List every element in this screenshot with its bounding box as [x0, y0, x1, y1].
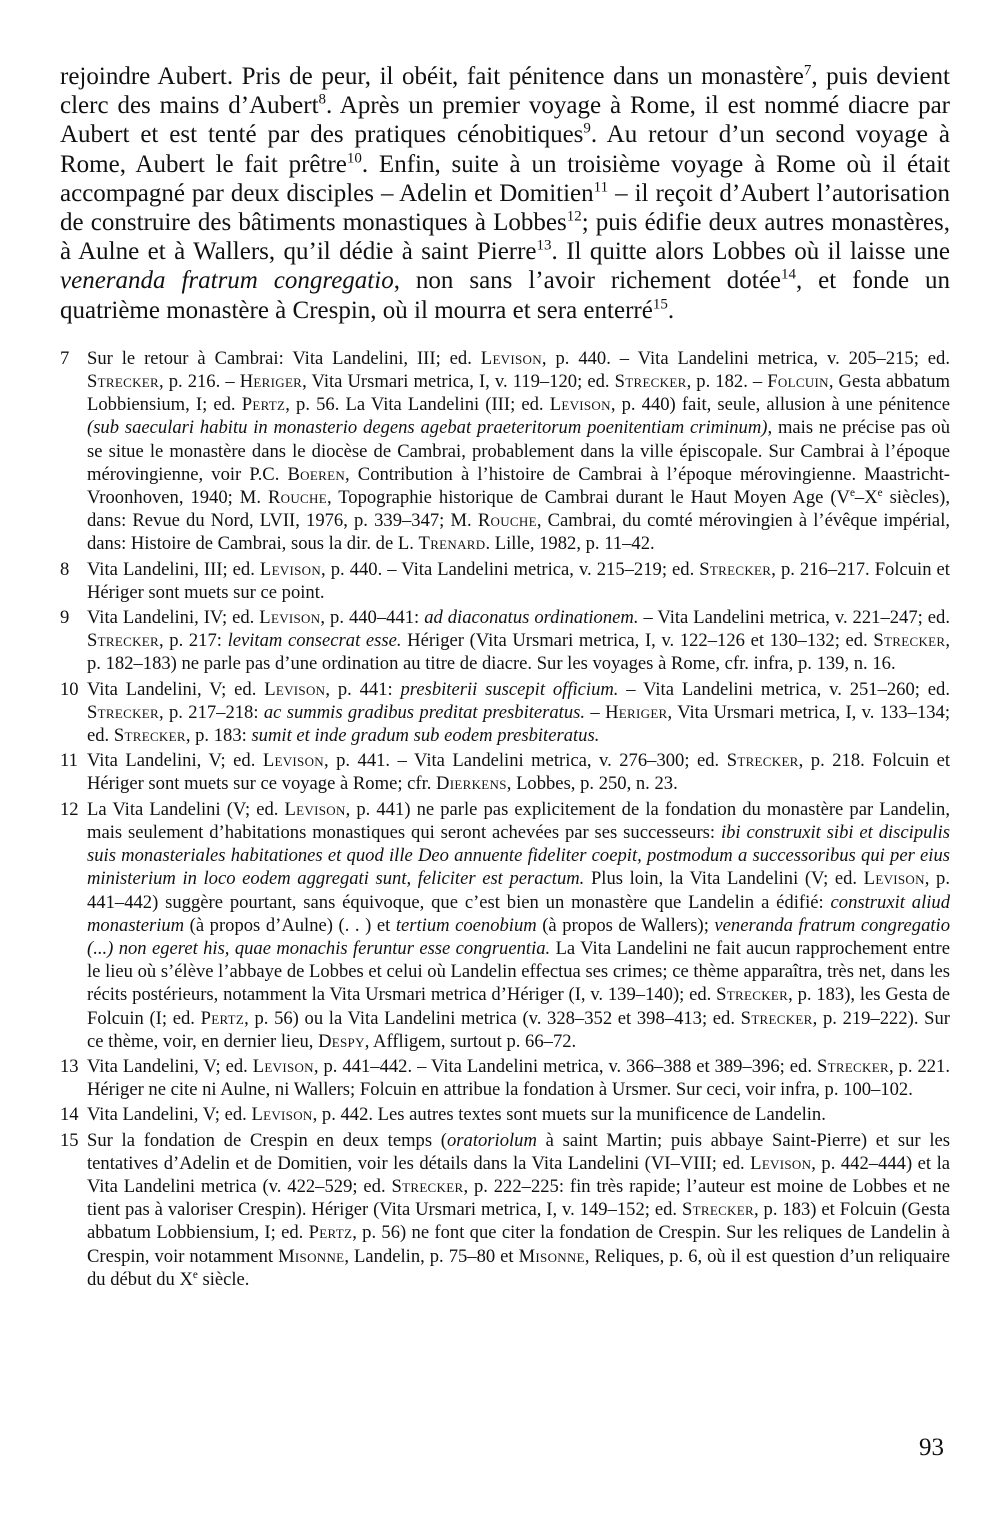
main-paragraph-text: [60, 62, 950, 325]
footnote-text: [87, 1103, 950, 1126]
author-name: Dierkens: [436, 773, 507, 795]
author-name: Strecker: [87, 701, 159, 723]
text-run: à saint Martin; puis abbaye Saint-Pierre) et sur les tentatives d’Adelin et de Domitien, voir les détails dans la Vita Landelini (VI–VIII; ed.: [87, 1129, 950, 1174]
text-run: .: [667, 296, 675, 324]
author-name: Levison: [863, 868, 925, 890]
text-run: , p. 440–441:: [320, 607, 425, 629]
text-run: , p. 217–218:: [158, 701, 264, 723]
author-name: Strecker: [681, 1199, 754, 1221]
text-run: , p. 183) et Folcuin (Gesta abbatum Lobbiensium, I; ed.: [87, 1199, 950, 1244]
text-run: , Lobbes, p. 250, n. 23.: [506, 773, 678, 795]
text-run: , Affligem, surtout p. 66–72.: [364, 1030, 577, 1052]
text-run: , p. 56) ou la Vita Landelini metrica (v. 328–352 et 398–413; ed.: [244, 1007, 741, 1029]
note-reference: e: [192, 1268, 198, 1281]
text-run: , et fonde un quatrième monastère à Crespin, où il mourra et sera enterré: [60, 267, 950, 324]
footnote-text: [87, 558, 950, 604]
author-name: Pertz: [308, 1222, 353, 1244]
latin-quote: presbiterii suscepit officium.: [400, 678, 619, 700]
author-name: Levison: [252, 1055, 314, 1077]
latin-quote: veneranda fratrum congregatio: [60, 267, 394, 295]
text-run: . Il quitte alors Lobbes où il laisse une: [551, 238, 951, 266]
text-run: , Topographie historique de Cambrai durant le Haut Moyen Age (V: [326, 487, 850, 509]
text-run: , Vita Ursmari metrica, I, v. 133–134; ed.: [87, 701, 951, 747]
footnote: [60, 1103, 950, 1126]
footnote-text: [87, 749, 950, 795]
author-name: Levison: [549, 394, 611, 416]
footnote: [60, 749, 950, 795]
text-run: (à propos de Wallers);: [536, 914, 715, 936]
latin-quote: levitam consecrat esse.: [227, 630, 402, 652]
author-name: Levison: [750, 1152, 812, 1174]
note-reference: e: [877, 486, 883, 499]
author-name: Folcuin: [767, 371, 829, 393]
text-run: , p. 216–217. Folcuin et Hériger sont muets sur ce point.: [87, 558, 950, 603]
text-run: La Vita Landelini ne fait aucun rapprochement entre le lieu où s’élève l’abbaye de Lobbes et celui où Landelin effectua ses crimes; ce thème apparaîtra, très net, dans les récits postérieurs, notamment la Vita Ursmari metrica d’Hériger (I, v. 139–140); ed.: [87, 937, 950, 1006]
author-name: Levison: [284, 798, 346, 820]
footnote: [60, 347, 950, 556]
text-run: siècle.: [197, 1268, 250, 1290]
text-run: –X: [854, 487, 878, 509]
footnote-number: 13: [60, 1055, 79, 1077]
footnote-number: 11: [60, 750, 78, 772]
author-name: Misonne: [278, 1245, 345, 1267]
text-run: Vita Landelini, V; ed.: [87, 1104, 252, 1126]
text-run: , p. 222–225: fin très rapide; l’auteur est moine de Lobbes et ne tient pas à valoriser Crespin). Hériger (Vita Ursmari metrica, I, v. 149–152; ed.: [87, 1175, 950, 1221]
page-body: [60, 62, 950, 1293]
author-name: Levison: [251, 1104, 313, 1126]
footnote-text: [87, 606, 950, 676]
text-run: , mais ne précise pas où se situe le monastère dans le diocèse de Cambrai, probablement dans la ville épiscopale. Sur Cambrai à l’époque mérovingienne, voir P.C.: [87, 417, 950, 485]
text-run: , p. 56) ne font que citer la fondation de Crespin. Sur les reliques de Landelin à Crespin, voir notamment: [87, 1222, 950, 1267]
author-name: Levison: [262, 750, 324, 772]
text-run: , p. 441–442. – Vita Landelini metrica, v. 366–388 et 389–396; ed.: [313, 1055, 817, 1077]
latin-quote: (sub saeculari habitu in monasterio degens agebat praeteritorum poenitentiam criminum): [87, 417, 768, 439]
author-name: Strecker: [740, 1007, 813, 1029]
footnote-number: 14: [60, 1104, 79, 1126]
text-run: . Au retour d’un second voyage à Rome, Aubert le fait prêtre: [60, 121, 950, 178]
text-run: , Vita Ursmari metrica, I, v. 119–120; ed.: [302, 371, 615, 393]
text-run: , non sans l’avoir richement dotée: [393, 267, 781, 295]
footnote: [60, 558, 950, 604]
author-name: Strecker: [614, 371, 687, 393]
text-run: , p. 441. – Vita Landelini metrica, v. 276–300; ed.: [323, 750, 727, 772]
note-reference: e: [849, 486, 855, 499]
latin-quote: veneranda fratrum congregatio (...) non egeret his, quae monachis feruntur esse congruentia.: [87, 914, 950, 959]
latin-quote: sumit et inde gradum sub eodem presbiteratus.: [251, 725, 600, 747]
text-run: , p. 182. –: [686, 371, 768, 393]
text-run: Vita Landelini, III; ed.: [87, 558, 260, 580]
author-name: Pertz: [200, 1007, 245, 1029]
text-run: , p. 183:: [185, 725, 252, 747]
text-run: , p. 218. Folcuin et Hériger sont muets sur ce voyage à Rome; cfr.: [87, 750, 950, 795]
text-run: , Cambrai, du comté mérovingien à l’évêque impérial, dans: Histoire de Cambrai, sous la dir. de L.: [87, 510, 951, 555]
note-reference: 10: [346, 150, 362, 167]
footnote-number: 7: [60, 347, 70, 369]
author-name: Strecker: [87, 630, 159, 652]
author-name: Despy: [318, 1030, 365, 1052]
text-run: , p. 440) fait, seule, allusion à une pénitence: [610, 394, 950, 416]
latin-quote: construxit aliud monasterium: [87, 891, 950, 936]
footnotes-section: [60, 347, 950, 1291]
author-name: Levison: [259, 607, 321, 629]
text-run: . Lille, 1982, p. 11–42.: [485, 533, 655, 555]
footnote-text: [87, 1055, 950, 1101]
author-name: Strecker: [726, 750, 799, 772]
author-name: Rouche: [477, 510, 537, 532]
text-run: , Contribution à l’histoire de Cambrai à l’époque mérovingienne. Maastricht-Vroonhoven, 1940; M.: [87, 463, 950, 509]
author-name: Rouche: [267, 487, 327, 509]
note-reference: 11: [593, 179, 609, 196]
author-name: Strecker: [873, 630, 946, 652]
text-run: Sur la fondation de Crespin en deux temps (: [87, 1129, 447, 1151]
page-number: 93: [919, 1434, 944, 1461]
footnote-number: 10: [60, 678, 79, 700]
author-name: Strecker: [391, 1175, 464, 1197]
text-run: Sur le retour à Cambrai: Vita Landelini, III; ed.: [87, 347, 481, 369]
note-reference: 14: [780, 267, 796, 284]
latin-quote: ad diaconatus ordinationem.: [424, 607, 639, 629]
text-run: , p. 217:: [158, 630, 228, 652]
text-run: siècles), dans: Revue du Nord, LVII, 1976, p. 339–347; M.: [87, 487, 950, 532]
note-reference: 7: [803, 62, 812, 79]
note-reference: 8: [318, 91, 327, 108]
note-reference: 12: [566, 208, 582, 225]
text-run: , p. 440. – Vita Landelini metrica, v. 205–215; ed.: [541, 347, 951, 369]
note-reference: 13: [536, 237, 552, 254]
footnote-number: 8: [60, 558, 70, 580]
footnote-text: [87, 678, 950, 748]
text-run: . Enfin, suite à un troisième voyage à Rome où il était accompagné par deux disciples – Adelin et Domitien: [60, 150, 951, 207]
text-run: , Landelin, p. 75–80 et: [344, 1245, 519, 1267]
text-run: , p. 216. –: [158, 371, 240, 393]
text-run: . Après un premier voyage à Rome, il est nommé diacre par Aubert et est tenté par des pratiques cénobitiques: [60, 92, 950, 149]
author-name: Strecker: [699, 558, 772, 580]
latin-quote: ibi construxit sibi et discipulis suis monasteriales habitationes et quod ille Deo annuente fideliter coepit, postmodum a successoribus qui per eius ministerium in loco eodem aggregati sunt, feliciter est peractum.: [87, 821, 950, 890]
text-run: Plus loin, la Vita Landelini (V; ed.: [584, 868, 864, 890]
footnote: [60, 798, 950, 1053]
text-run: – Vita Landelini metrica, v. 221–247; ed.: [638, 607, 950, 629]
author-name: Strecker: [816, 1055, 889, 1077]
author-name: Boeren: [287, 463, 346, 485]
author-name: Misonne: [518, 1245, 585, 1267]
text-run: –: [585, 701, 606, 723]
footnote-text: [87, 1129, 950, 1291]
text-run: , p. 183), les Gesta de Folcuin (I; ed.: [87, 984, 950, 1029]
author-name: Heriger: [239, 371, 303, 393]
author-name: Heriger: [605, 701, 668, 723]
author-name: Strecker: [87, 371, 159, 393]
text-run: , p. 442–444) et la Vita Landelini metrica (v. 422–529; ed.: [87, 1152, 950, 1197]
text-run: , p. 440. – Vita Landelini metrica, v. 215–219; ed.: [321, 558, 700, 580]
footnote-number: 15: [60, 1129, 79, 1151]
text-run: , p. 56. La Vita Landelini (III; ed.: [285, 394, 550, 416]
footnote: [60, 678, 950, 748]
author-name: Strecker: [113, 725, 186, 747]
footnote-text: [87, 347, 950, 556]
note-reference: 9: [583, 121, 591, 138]
text-run: ; puis édifie deux autres monastères, à Aulne et à Wallers, qu’il dédie à saint Pierre: [60, 209, 950, 266]
note-reference: 15: [652, 296, 668, 313]
text-run: , p. 182–183) ne parle pas d’une ordination au titre de diacre. Sur les voyages à Rome, cfr. infra, p. 139, n. 16.: [87, 630, 950, 675]
footnote-number: 12: [60, 798, 79, 820]
author-name: Levison: [264, 678, 326, 700]
footnote: [60, 1055, 950, 1101]
text-run: , puis devient clerc des mains d’Aubert: [60, 63, 950, 120]
latin-quote: ac summis gradibus preditat presbiteratus.: [263, 701, 586, 723]
text-run: , Gesta abbatum Lobbiensium, I; ed.: [87, 371, 950, 416]
text-run: , p. 219–222). Sur ce thème, voir, en dernier lieu,: [87, 1007, 950, 1052]
text-run: Vita Landelini, V; ed.: [87, 1055, 253, 1077]
footnote-number: 9: [60, 607, 70, 629]
footnote: [60, 606, 950, 676]
text-run: , p. 221. Hériger ne cite ni Aulne, ni Wallers; Folcuin en attribue la fondation à Ursmer. Sur ceci, voir infra, p. 100–102.: [87, 1055, 951, 1101]
footnote-text: [87, 798, 950, 1053]
text-run: La Vita Landelini (V; ed.: [87, 798, 285, 820]
text-run: , p. 441) ne parle pas explicitement de la fondation du monastère par Landelin, mais seulement d’habitations monastiques qui seront achevées par ses successeurs:: [87, 798, 950, 843]
author-name: Pertz: [241, 394, 286, 416]
text-run: – il reçoit d’Aubert l’autorisation de construire des bâtiments monastiques à Lobbes: [60, 179, 950, 237]
author-name: Levison: [259, 558, 322, 580]
text-run: Vita Landelini, V; ed.: [87, 750, 263, 772]
text-run: Vita Landelini, IV; ed.: [87, 607, 260, 629]
text-run: Vita Landelini, V; ed.: [87, 678, 265, 700]
author-name: Levison: [480, 347, 542, 369]
text-run: , p. 442. Les autres textes sont muets sur la munificence de Landelin.: [312, 1104, 826, 1126]
author-name: Strecker: [716, 984, 789, 1006]
text-run: , p. 441–442) suggère pourtant, sans équivoque, que c’est bien un monastère que Landelin a édifié:: [87, 868, 951, 913]
text-run: , Reliques, p. 6, où il est question d’un reliquaire du début du X: [87, 1245, 950, 1290]
text-run: rejoindre Aubert. Pris de peur, il obéit, fait pénitence dans un monastère: [60, 63, 804, 90]
author-name: Trenard: [418, 533, 486, 555]
latin-quote: oratoriolum: [447, 1129, 537, 1151]
text-run: , p. 441:: [325, 678, 401, 700]
main-paragraph: [60, 62, 950, 325]
text-run: (à propos d’Aulne) (. . ) et: [184, 914, 396, 936]
text-run: Hériger (Vita Ursmari metrica, I, v. 122–126 et 130–132; ed.: [401, 630, 874, 652]
footnote: [60, 1129, 950, 1291]
text-run: – Vita Landelini metrica, v. 251–260; ed.: [618, 678, 950, 700]
latin-quote: tertium coenobium: [395, 914, 537, 936]
